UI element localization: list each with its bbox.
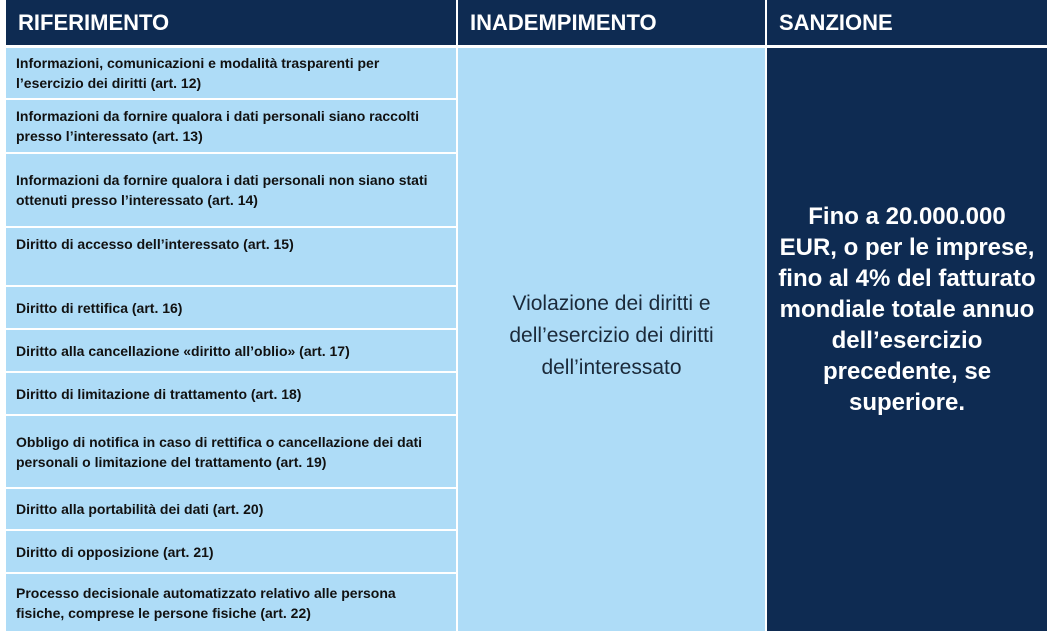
riferimento-text: Diritto di limitazione di trattamento (art. 18) bbox=[16, 385, 302, 402]
riferimento-row bbox=[6, 100, 456, 154]
riferimento-row bbox=[6, 574, 456, 631]
riferimento-text: Obbligo di notifica in caso di rettifica o cancellazione dei dati personali o limitazione del trattamento (art. 19) bbox=[16, 433, 423, 470]
header-inadempimento: INADEMPIMENTO bbox=[458, 0, 767, 45]
riferimento-row bbox=[6, 531, 456, 574]
riferimento-row bbox=[6, 373, 456, 416]
riferimento-text: Informazioni, comunicazioni e modalità trasparenti per l’esercizio dei diritti (art. 12) bbox=[16, 55, 380, 91]
riferimento-row bbox=[6, 48, 456, 100]
header-riferimento: RIFERIMENTO bbox=[6, 0, 458, 45]
sanzione-text: Fino a 20.000.000 EUR, o per le imprese, fino al 4% del fatturato mondiale totale annuo dell’esercizio precedente, se superiore. bbox=[778, 203, 1036, 416]
riferimento-text: Informazioni da fornire qualora i dati personali non siano stati ottenuti presso l’interessato (art. 14) bbox=[16, 172, 428, 208]
inadempimento-cell bbox=[458, 48, 767, 631]
riferimento-row bbox=[6, 416, 456, 489]
riferimento-row bbox=[6, 287, 456, 330]
riferimento-row bbox=[6, 489, 456, 531]
riferimento-text: Diritto di rettifica (art. 16) bbox=[16, 299, 183, 316]
riferimento-row bbox=[6, 330, 456, 373]
riferimento-row bbox=[6, 154, 456, 228]
header-sanzione: SANZIONE bbox=[767, 0, 1047, 45]
riferimento-text: Diritto di accesso dell’interessato (art. 15) bbox=[16, 236, 294, 252]
riferimento-text: Informazioni da fornire qualora i dati personali siano raccolti presso l’interessato (art. 13) bbox=[16, 108, 419, 144]
sanctions-table bbox=[6, 0, 1047, 631]
riferimento-text: Processo decisionale automatizzato relativo alle persona fisiche, comprese le persone fisiche (art. 22) bbox=[16, 584, 396, 621]
riferimento-text: Diritto di opposizione (art. 21) bbox=[16, 543, 214, 560]
riferimento-row bbox=[6, 228, 456, 287]
riferimento-column bbox=[6, 48, 458, 631]
inadempimento-text: Violazione dei diritti e dell’esercizio dei diritti dell’interessato bbox=[509, 291, 714, 379]
riferimento-text: Diritto alla portabilità dei dati (art. 20) bbox=[16, 501, 264, 517]
sanzione-cell bbox=[767, 48, 1047, 631]
riferimento-text: Diritto alla cancellazione «diritto all’oblio» (art. 17) bbox=[16, 342, 350, 359]
